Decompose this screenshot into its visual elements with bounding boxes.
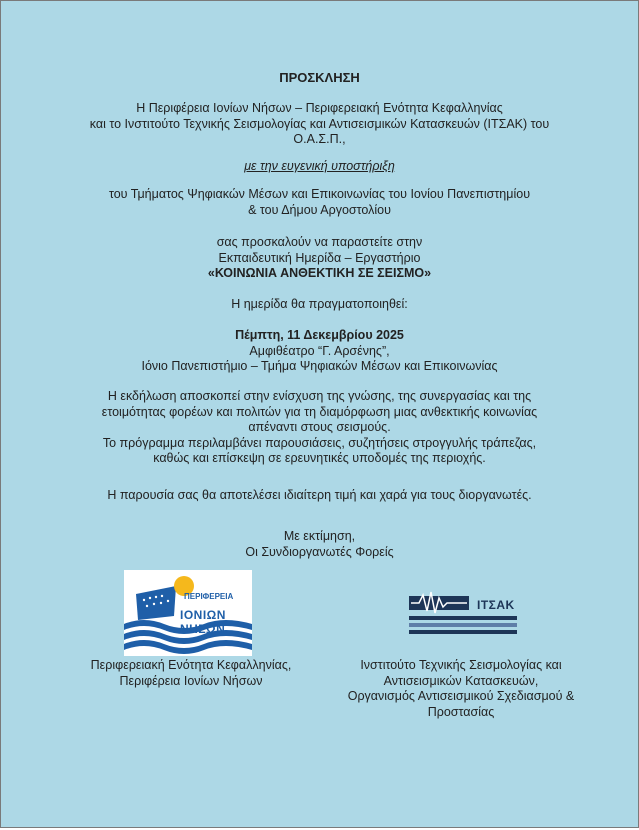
right-caption-line: Ινστιτούτο Τεχνικής Σεισμολογίας και — [360, 658, 562, 672]
description-line: καθώς και επίσκεψη σε ερευνητικές υποδομές της περιοχής. — [153, 451, 486, 465]
left-caption-line: Περιφερειακή Ενότητα Κεφαλληνίας, — [90, 658, 292, 672]
invite-line: σας προσκαλούν να παραστείτε στην — [216, 235, 423, 249]
will-take-place-line: Η ημερίδα θα πραγματοποιηθεί: — [231, 297, 408, 311]
right-caption-line: Προστασίας — [427, 704, 495, 719]
event-date: Πέμπτη, 11 Δεκεμβρίου 2025 — [235, 328, 404, 342]
right-caption-line: Αντισεισμικών Κατασκευών, — [383, 673, 539, 688]
left-caption — [71, 658, 311, 689]
organizers-line: και το Ινστιτούτο Τεχνικής Σεισμολογίας και Αντισεισμικών Κατασκευών (ΙΤΣΑΚ) του — [89, 116, 550, 131]
event-name: «ΚΟΙΝΩΝΙΑ ΑΝΘΕΚΤΙΚΗ ΣΕ ΣΕΙΣΜΟ» — [207, 266, 432, 280]
itsak-logo — [407, 580, 519, 638]
region-logo — [124, 570, 252, 656]
right-caption-line: Οργανισμός Αντισεισμικού Σχεδιασμού & — [347, 689, 575, 703]
region-logo-text: ΠΕΡΙΦΕΡΕΙΑ — [184, 592, 234, 601]
closing-block — [1, 529, 638, 560]
description-line: Η εκδήλωση αποσκοπεί στην ενίσχυση της γνώσης, της συνεργασίας και της — [107, 389, 532, 403]
description-line: Το πρόγραμμα περιλαμβάνει παρουσιάσεις, συζητήσεις στρογγυλής τράπεζας, — [102, 435, 537, 450]
date-venue-block — [1, 328, 638, 375]
venue-line: Ιόνιο Πανεπιστήμιο – Τμήμα Ψηφιακών Μέσων και Επικοινωνίας — [141, 359, 498, 373]
region-logo-text: ΝΗΣΩΝ — [180, 622, 226, 636]
closing-line: Με εκτίμηση, — [283, 529, 356, 543]
invitation-title: ΠΡΟΣΚΛΗΣΗ — [279, 70, 360, 85]
supporters-line: & του Δήμου Αργοστολίου — [248, 202, 391, 217]
right-caption — [331, 658, 591, 720]
description-line: ετοιμότητας φορέων και πολιτών για τη διαμόρφωση μιας ανθεκτικής κοινωνίας — [101, 404, 538, 419]
itsak-logo-text: ΙΤΣΑΚ — [477, 598, 515, 612]
organizers-block — [41, 101, 598, 148]
venue-line: Αμφιθέατρο “Γ. Αρσένης”, — [249, 343, 390, 358]
supporters-line: του Τμήματος Ψηφιακών Μέσων και Επικοινωνίας του Ιονίου Πανεπιστημίου — [108, 187, 531, 201]
left-caption-line: Περιφέρεια Ιονίων Νήσων — [119, 673, 263, 688]
region-logo-text: ΙΟΝΙΩΝ — [180, 608, 226, 622]
organizers-line: Ο.Α.Σ.Π., — [293, 132, 346, 146]
supporters-block — [61, 187, 578, 218]
invite-block — [1, 235, 638, 282]
description-block — [51, 389, 588, 467]
description-line: απέναντι στους σεισμούς. — [248, 420, 391, 434]
support-phrase: με την ευγενική υποστήριξη — [244, 159, 395, 173]
closing-line: Οι Συνδιοργανωτές Φορείς — [245, 544, 394, 559]
organizers-line: Η Περιφέρεια Ιονίων Νήσων – Περιφερειακή Ενότητα Κεφαλληνίας — [136, 101, 503, 115]
honor-line: Η παρουσία σας θα αποτελέσει ιδιαίτερη τιμή και χαρά για τους διοργανωτές. — [107, 488, 532, 502]
invite-line: Εκπαιδευτική Ημερίδα – Εργαστήριο — [218, 250, 421, 265]
